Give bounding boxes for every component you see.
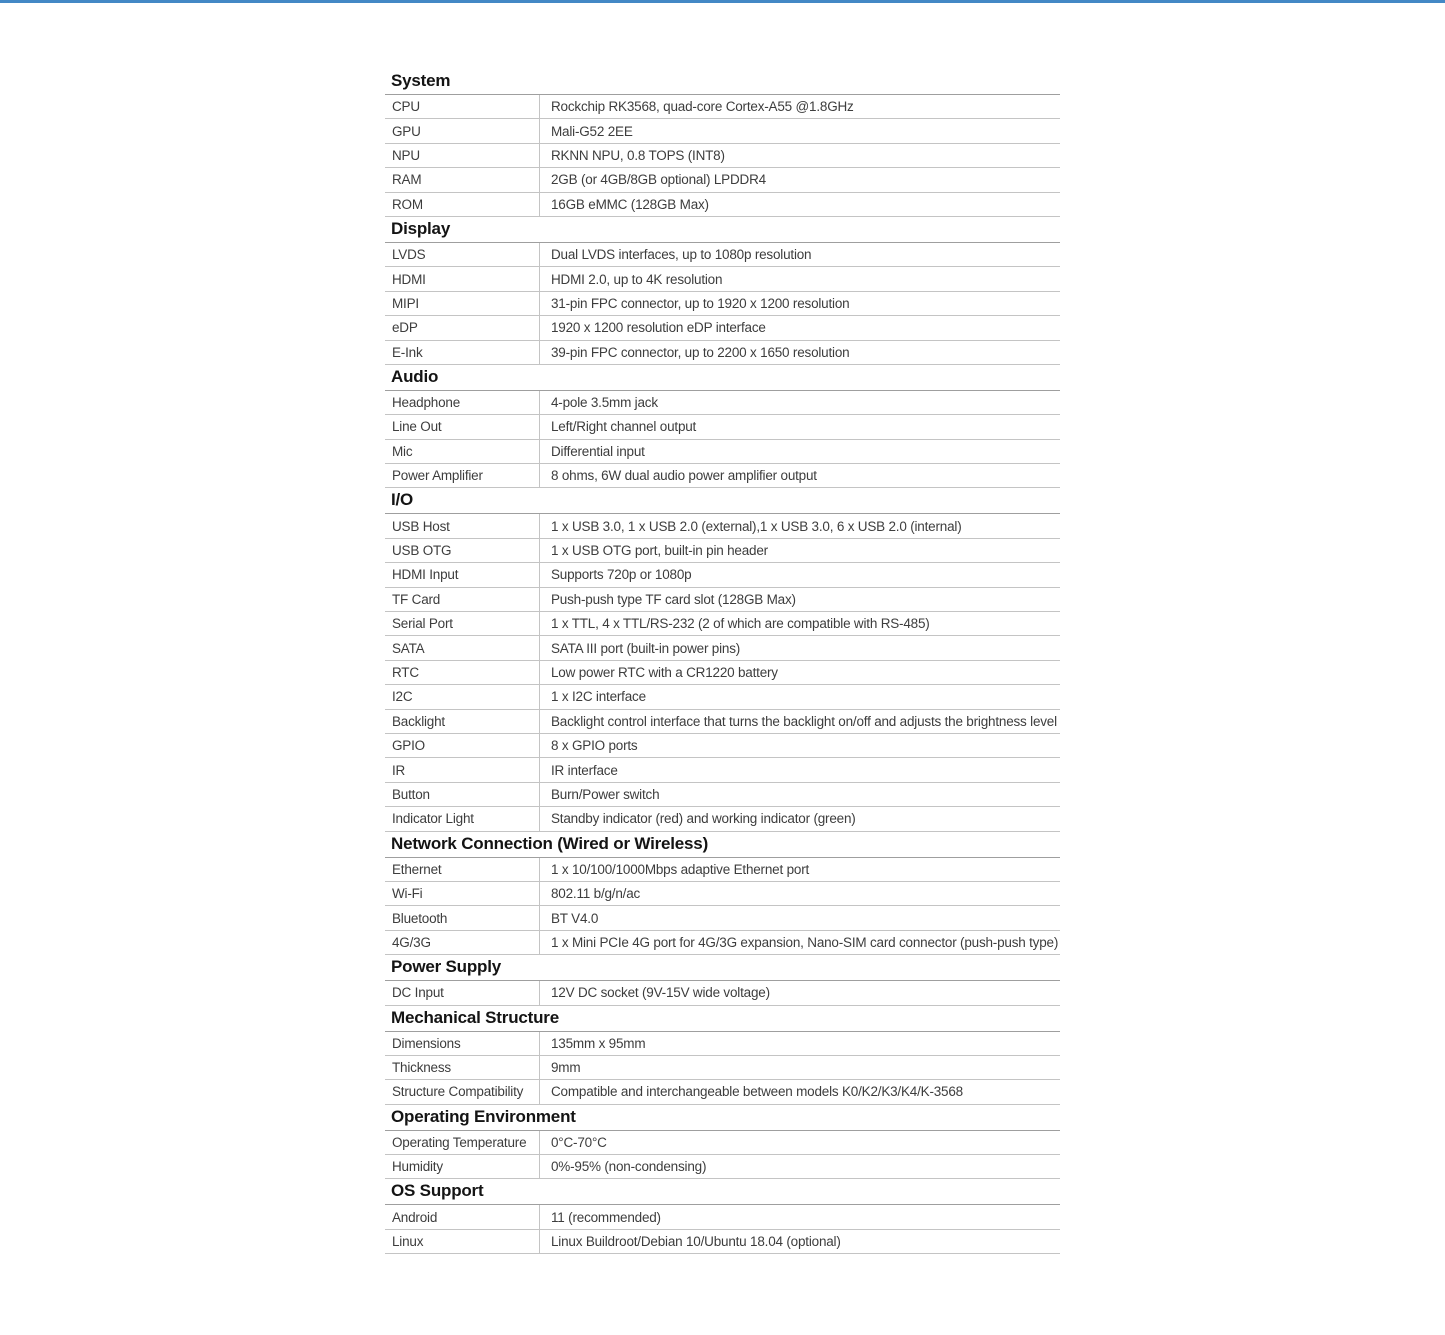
spec-value: Standby indicator (red) and working indicator (green) (551, 811, 856, 827)
spec-value: BT V4.0 (551, 910, 599, 926)
table-row (385, 119, 1060, 143)
table-row (385, 243, 1060, 267)
table-row (385, 539, 1060, 563)
table-row (385, 636, 1060, 660)
section-title-network-connection-wired-or-wireless: Network Connection (Wired or Wireless) (385, 832, 1060, 858)
spec-value: 135mm x 95mm (551, 1035, 646, 1051)
spec-label: I2C (385, 685, 540, 708)
table-row (385, 734, 1060, 758)
table-row (385, 144, 1060, 168)
table-row (385, 906, 1060, 930)
section-title-os-support: OS Support (385, 1179, 1060, 1205)
spec-value: 39-pin FPC connector, up to 2200 x 1650 resolution (551, 344, 850, 360)
table-row (385, 292, 1060, 316)
table-row (385, 316, 1060, 340)
spec-label: SATA (385, 636, 540, 659)
table-row (385, 1131, 1060, 1155)
table-row (385, 882, 1060, 906)
spec-value: 16GB eMMC (128GB Max) (551, 196, 709, 212)
table-row (385, 415, 1060, 439)
spec-value: Mali-G52 2EE (551, 123, 633, 139)
table-row (385, 858, 1060, 882)
spec-value: 12V DC socket (9V-15V wide voltage) (551, 985, 770, 1001)
spec-label: Line Out (385, 415, 540, 438)
spec-value: Supports 720p or 1080p (551, 567, 692, 583)
table-row (385, 95, 1060, 119)
spec-label: Indicator Light (385, 807, 540, 830)
section-title-system: System (385, 68, 1060, 95)
spec-label: 4G/3G (385, 931, 540, 954)
spec-value: 1 x 10/100/1000Mbps adaptive Ethernet port (551, 861, 810, 877)
table-row (385, 981, 1060, 1005)
table-row (385, 661, 1060, 685)
spec-value: Push-push type TF card slot (128GB Max) (551, 591, 796, 607)
spec-value: Left/Right channel output (551, 419, 697, 435)
spec-label: eDP (385, 316, 540, 339)
spec-value: IR interface (551, 762, 618, 778)
spec-label: DC Input (385, 981, 540, 1004)
spec-value: Linux Buildroot/Debian 10/Ubuntu 18.04 (optional) (551, 1234, 841, 1250)
spec-label: USB OTG (385, 539, 540, 562)
spec-label: MIPI (385, 292, 540, 315)
spec-label: E-Ink (385, 341, 540, 364)
table-row (385, 931, 1060, 955)
spec-label: Wi-Fi (385, 882, 540, 905)
spec-value: 1 x USB OTG port, built-in pin header (551, 543, 768, 559)
spec-label: HDMI Input (385, 563, 540, 586)
spec-value: SATA III port (built-in power pins) (551, 640, 741, 656)
spec-value: 1 x Mini PCIe 4G port for 4G/3G expansion, Nano-SIM card connector (push-push type) (551, 934, 1059, 950)
spec-label: Mic (385, 440, 540, 463)
spec-label: Button (385, 783, 540, 806)
spec-label: NPU (385, 144, 540, 167)
table-row (385, 758, 1060, 782)
table-row (385, 710, 1060, 734)
spec-label: HDMI (385, 267, 540, 290)
spec-label: ROM (385, 193, 540, 216)
spec-value: 0°C-70°C (551, 1134, 607, 1150)
table-row (385, 612, 1060, 636)
table-row (385, 563, 1060, 587)
spec-value: 1 x TTL, 4 x TTL/RS-232 (2 of which are compatible with RS-485) (551, 616, 930, 632)
spec-value: Low power RTC with a CR1220 battery (551, 665, 778, 680)
table-row (385, 1230, 1060, 1254)
spec-value: Rockchip RK3568, quad-core Cortex-A55 @1.8GHz (551, 99, 854, 115)
section-title-i-o: I/O (385, 488, 1060, 514)
spec-label: Headphone (385, 391, 540, 414)
spec-label: RAM (385, 168, 540, 191)
spec-value: Compatible and interchangeable between models K0/K2/K3/K4/K-3568 (551, 1084, 963, 1100)
table-row (385, 1056, 1060, 1080)
table-row (385, 391, 1060, 415)
spec-value: Differential input (551, 443, 645, 459)
spec-value: Burn/Power switch (551, 786, 660, 802)
spec-value: 8 x GPIO ports (551, 738, 638, 754)
section-title-mechanical-structure: Mechanical Structure (385, 1006, 1060, 1032)
spec-label: Thickness (385, 1056, 540, 1079)
spec-label: Power Amplifier (385, 464, 540, 487)
spec-table (385, 68, 1060, 1254)
spec-value: 4-pole 3.5mm jack (551, 395, 658, 411)
spec-value: Dual LVDS interfaces, up to 1080p resolution (551, 247, 812, 263)
table-row (385, 193, 1060, 217)
spec-label: TF Card (385, 588, 540, 611)
spec-value: 2GB (or 4GB/8GB optional) LPDDR4 (551, 172, 766, 188)
table-row (385, 783, 1060, 807)
spec-label: Serial Port (385, 612, 540, 635)
spec-label: Backlight (385, 710, 540, 733)
spec-label: LVDS (385, 243, 540, 266)
section-title-operating-environment: Operating Environment (385, 1105, 1060, 1131)
table-row (385, 514, 1060, 538)
spec-label: Structure Compatibility (385, 1080, 540, 1103)
spec-label: CPU (385, 95, 540, 118)
spec-label: Android (385, 1205, 540, 1228)
table-row (385, 807, 1060, 831)
spec-value: 0%-95% (non-condensing) (551, 1159, 707, 1175)
table-row (385, 440, 1060, 464)
spec-label: Ethernet (385, 858, 540, 881)
spec-value: HDMI 2.0, up to 4K resolution (551, 271, 723, 287)
spec-label: RTC (385, 661, 540, 684)
spec-label: GPU (385, 119, 540, 142)
spec-value: 11 (recommended) (551, 1209, 661, 1225)
spec-label: Operating Temperature (385, 1131, 540, 1154)
spec-label: Bluetooth (385, 906, 540, 929)
table-row (385, 685, 1060, 709)
section-title-display: Display (385, 217, 1060, 243)
section-title-power-supply: Power Supply (385, 955, 1060, 981)
spec-value: Backlight control interface that turns the backlight on/off and adjusts the brightness level (551, 713, 1057, 729)
table-row (385, 1155, 1060, 1179)
table-row (385, 341, 1060, 365)
table-row (385, 168, 1060, 192)
spec-value: 1 x USB 3.0, 1 x USB 2.0 (external),1 x USB 3.0, 6 x USB 2.0 (internal) (551, 518, 962, 534)
spec-label: GPIO (385, 734, 540, 757)
spec-label: Linux (385, 1230, 540, 1253)
spec-label: USB Host (385, 514, 540, 537)
spec-value: RKNN NPU, 0.8 TOPS (INT8) (551, 147, 725, 163)
table-row (385, 588, 1060, 612)
spec-value: 802.11 b/g/n/ac (551, 886, 641, 902)
spec-label: Humidity (385, 1155, 540, 1178)
spec-value: 31-pin FPC connector, up to 1920 x 1200 resolution (551, 295, 850, 311)
table-row (385, 1080, 1060, 1104)
spec-value: 1920 x 1200 resolution eDP interface (551, 320, 766, 336)
spec-label: Dimensions (385, 1032, 540, 1055)
table-row (385, 464, 1060, 488)
spec-value: 9mm (551, 1060, 581, 1076)
spec-value: 1 x I2C interface (551, 689, 646, 705)
table-row (385, 1205, 1060, 1229)
section-title-audio: Audio (385, 365, 1060, 391)
spec-value: 8 ohms, 6W dual audio power amplifier output (551, 468, 817, 484)
table-row (385, 267, 1060, 291)
spec-label: IR (385, 758, 540, 781)
table-row (385, 1032, 1060, 1056)
top-accent-bar (0, 0, 1445, 3)
